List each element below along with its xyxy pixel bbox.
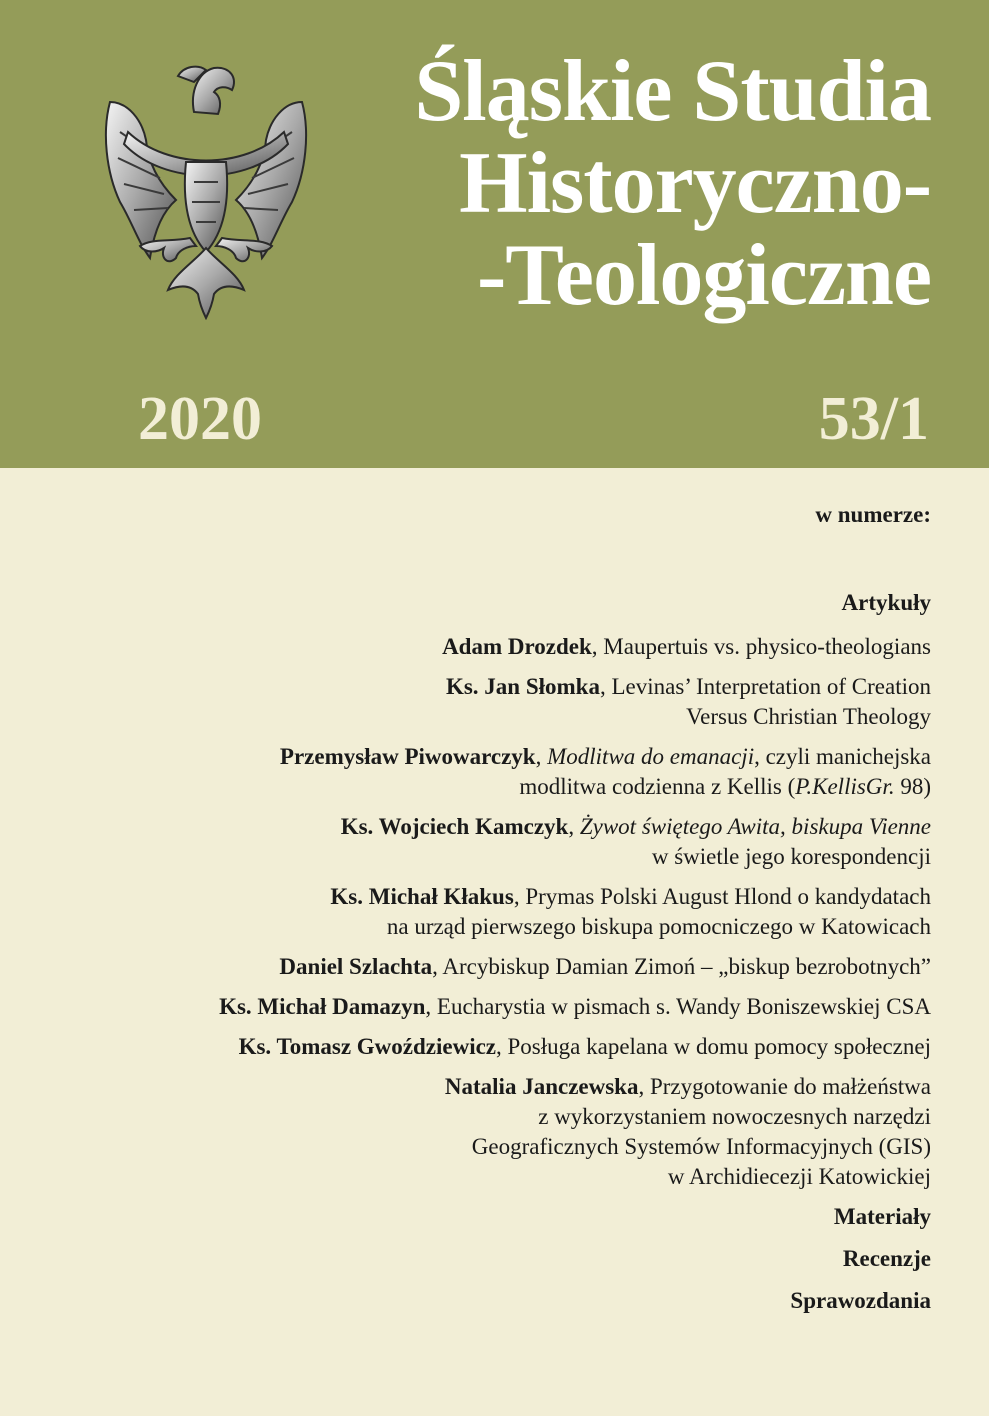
- journal-title: [414, 43, 931, 324]
- article-author: Przemysław Piwowarczyk: [279, 744, 536, 769]
- article-title: , Eucharystia w pismach s. Wandy Boniszewskiej CSA: [425, 994, 931, 1019]
- comma: ,: [535, 744, 548, 769]
- publication-year: 2020: [138, 385, 262, 453]
- article-entry: [31, 952, 931, 982]
- article-entry: [31, 1072, 931, 1192]
- article-title: , Arcybiskup Damian Zimoń – „biskup bezrobotnych”: [432, 954, 931, 979]
- article-title-italic: Modlitwa do emanacji: [547, 744, 755, 769]
- article-author: Ks. Wojciech Kamczyk: [340, 814, 569, 839]
- article-author: Natalia Janczewska: [444, 1074, 639, 1099]
- article-title-continued: Versus Christian Theology: [686, 704, 931, 729]
- article-entry: [31, 742, 931, 802]
- article-title-continued: Geograficznych Systemów Informacyjnych (GIS): [471, 1134, 931, 1159]
- contents-heading: w numerze:: [815, 502, 931, 527]
- article-author: Ks. Michał Damazyn: [219, 994, 426, 1019]
- article-title-continued: w Archidiecezji Katowickiej: [667, 1164, 931, 1189]
- article-author: Ks. Jan Słomka: [445, 674, 600, 699]
- article-author: Ks. Michał Kłakus: [330, 884, 514, 909]
- article-entry: [31, 672, 931, 732]
- article-entry: [31, 992, 931, 1022]
- section-articles: Artykuły: [841, 590, 931, 615]
- article-title: , czyli manichejska: [754, 744, 931, 769]
- article-title-continued: modlitwa codzienna z Kellis (: [519, 774, 796, 799]
- issue-number: 53/1: [818, 385, 929, 453]
- journal-title-line-2: Historyczno-: [459, 135, 931, 232]
- article-title: , Przygotowanie do małżeństwa: [638, 1074, 931, 1099]
- article-author: Ks. Tomasz Gwoździewicz: [238, 1034, 497, 1059]
- article-title-continued: z wykorzystaniem nowoczesnych narzędzi: [538, 1104, 931, 1129]
- section-materials: Materiały: [833, 1204, 931, 1229]
- article-title: , Prymas Polski August Hlond o kandydatach: [513, 884, 931, 909]
- other-sections: [31, 1202, 931, 1316]
- article-entry: [31, 882, 931, 942]
- article-title: , Posługa kapelana w domu pomocy społecznej: [496, 1034, 931, 1059]
- section-reviews: Recenzje: [842, 1246, 931, 1271]
- article-entry: [31, 1032, 931, 1062]
- article-title-continued: 98): [894, 774, 931, 799]
- comma: ,: [568, 814, 580, 839]
- article-title: , Levinas’ Interpretation of Creation: [599, 674, 931, 699]
- table-of-contents: [31, 500, 931, 1328]
- article-author: Daniel Szlachta: [279, 954, 433, 979]
- journal-title-line-1: Śląskie Studia: [414, 43, 931, 140]
- article-title-italic: P.KellisGr.: [795, 774, 895, 799]
- article-entry: [31, 812, 931, 872]
- journal-title-line-3: -Teologiczne: [477, 227, 931, 324]
- silesian-eagle-icon: [98, 62, 314, 320]
- article-title: , Maupertuis vs. physico-theologians: [591, 634, 931, 659]
- article-title-continued: na urząd pierwszego biskupa pomocniczego w Katowicach: [386, 914, 931, 939]
- article-author: Adam Drozdek: [442, 634, 592, 659]
- article-title-continued: w świetle jego korespondencji: [651, 844, 931, 869]
- article-entry: [31, 632, 931, 662]
- article-title-italic: Żywot świętego Awita, biskupa Vienne: [579, 814, 931, 839]
- cover-header: [0, 0, 989, 468]
- section-reports: Sprawozdania: [790, 1288, 931, 1313]
